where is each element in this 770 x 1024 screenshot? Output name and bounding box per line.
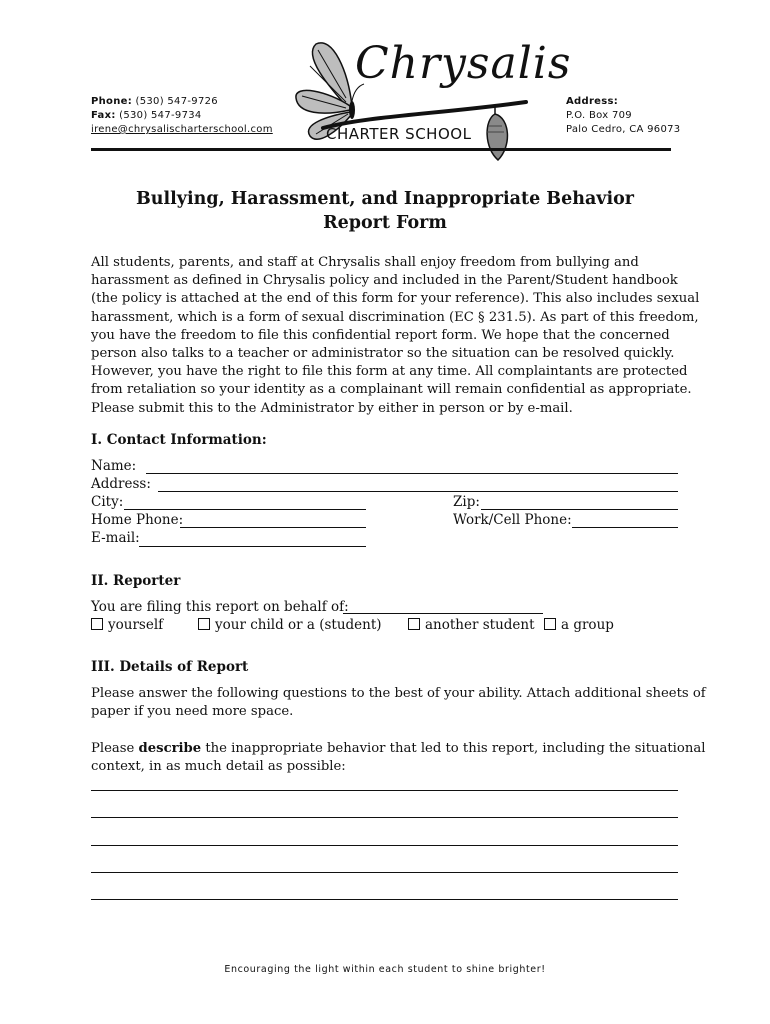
city-field[interactable] bbox=[124, 509, 366, 510]
fax-value: (530) 547-9734 bbox=[119, 110, 202, 121]
checkbox-icon[interactable] bbox=[544, 618, 556, 630]
phone-value: (530) 547-9726 bbox=[135, 96, 218, 107]
phone-label: Phone: bbox=[91, 96, 133, 107]
address-label: Address: bbox=[566, 96, 619, 107]
address-field[interactable] bbox=[158, 491, 678, 492]
option-your-child[interactable]: your child or a (student) bbox=[198, 617, 382, 633]
intro-paragraph bbox=[91, 254, 700, 418]
describe-line-2: context, in as much detail as possible: bbox=[91, 759, 346, 775]
name-field[interactable] bbox=[146, 473, 678, 474]
city-label: City: bbox=[91, 494, 124, 510]
address-field-label: Address: bbox=[91, 476, 151, 492]
instructions-line-2: paper if you need more space. bbox=[91, 704, 294, 720]
describe-bold: describe bbox=[138, 741, 202, 756]
describe-rest: the inappropriate behavior that led to this report, including the situational bbox=[201, 741, 706, 756]
logo-school: CHARTER SCHOOL bbox=[326, 125, 472, 143]
answer-line[interactable] bbox=[91, 872, 678, 873]
describe-prefix: Please bbox=[91, 741, 139, 756]
section-reporter-heading: II. Reporter bbox=[91, 573, 181, 589]
page-title-line-1: Bullying, Harassment, and Inappropriate Behavior bbox=[135, 189, 634, 209]
behalf-label: You are filing this report on behalf of: bbox=[91, 599, 349, 615]
option-another-student[interactable]: another student bbox=[408, 617, 535, 633]
page-title-line-2: Report Form bbox=[323, 213, 447, 233]
home-phone-field[interactable] bbox=[180, 527, 366, 528]
details-instructions bbox=[91, 685, 706, 721]
work-phone-label: Work/Cell Phone: bbox=[453, 512, 572, 528]
describe-prompt bbox=[91, 740, 706, 776]
answer-line[interactable] bbox=[91, 899, 678, 900]
intro-line: you have the freedom to file this confidential report form. We hope that the concerned bbox=[91, 327, 670, 343]
section-contact-heading: I. Contact Information: bbox=[91, 432, 267, 448]
email-field[interactable] bbox=[139, 546, 366, 547]
name-label: Name: bbox=[91, 458, 137, 474]
contact-block bbox=[91, 95, 273, 137]
intro-line: Please submit this to the Administrator by either in person or by e-mail. bbox=[91, 400, 573, 416]
footer-tagline: Encouraging the light within each student to shine brighter! bbox=[224, 964, 546, 975]
behalf-field[interactable] bbox=[343, 613, 543, 614]
answer-line[interactable] bbox=[91, 845, 678, 846]
checkbox-icon[interactable] bbox=[408, 618, 420, 630]
intro-line: harassment as defined in Chrysalis policy and included in the Parent/Student handbook bbox=[91, 273, 678, 289]
header-divider bbox=[91, 148, 671, 151]
section-details-heading: III. Details of Report bbox=[91, 659, 249, 675]
home-phone-label: Home Phone: bbox=[91, 512, 184, 528]
zip-field[interactable] bbox=[481, 509, 678, 510]
option-a-group[interactable]: a group bbox=[544, 617, 614, 633]
fax-label: Fax: bbox=[91, 110, 116, 121]
logo-name: Chrysalis bbox=[355, 38, 572, 89]
zip-label: Zip: bbox=[453, 494, 480, 510]
instructions-line-1: Please answer the following questions to the best of your ability. Attach additional sheets of bbox=[91, 686, 706, 701]
answer-line[interactable] bbox=[91, 817, 678, 818]
answer-line[interactable] bbox=[91, 790, 678, 791]
intro-line: harassment, which is a form of sexual discrimination (EC § 231.5). As part of this freedom, bbox=[91, 309, 699, 325]
option-yourself[interactable]: yourself bbox=[91, 617, 163, 633]
address-line-2: Palo Cedro, CA 96073 bbox=[566, 124, 681, 135]
intro-line: All students, parents, and staff at Chrysalis shall enjoy freedom from bullying and bbox=[91, 255, 639, 270]
email-link[interactable]: irene@chrysalischarterschool.com bbox=[91, 124, 273, 135]
address-block bbox=[566, 95, 680, 137]
intro-line: from retaliation so your identity as a complainant will remain confidential as appropriate. bbox=[91, 382, 692, 398]
intro-line: person also talks to a teacher or administrator so the situation can be resolved quickly. bbox=[91, 346, 675, 362]
email-field-label: E-mail: bbox=[91, 530, 140, 546]
address-line-1: P.O. Box 709 bbox=[566, 110, 632, 121]
work-phone-field[interactable] bbox=[572, 527, 678, 528]
intro-line: However, you have the right to file this form at any time. All complaintants are protected bbox=[91, 364, 688, 380]
intro-line: (the policy is attached at the end of this form for your reference). This also includes sexual bbox=[91, 291, 700, 307]
checkbox-icon[interactable] bbox=[198, 618, 210, 630]
checkbox-icon[interactable] bbox=[91, 618, 103, 630]
